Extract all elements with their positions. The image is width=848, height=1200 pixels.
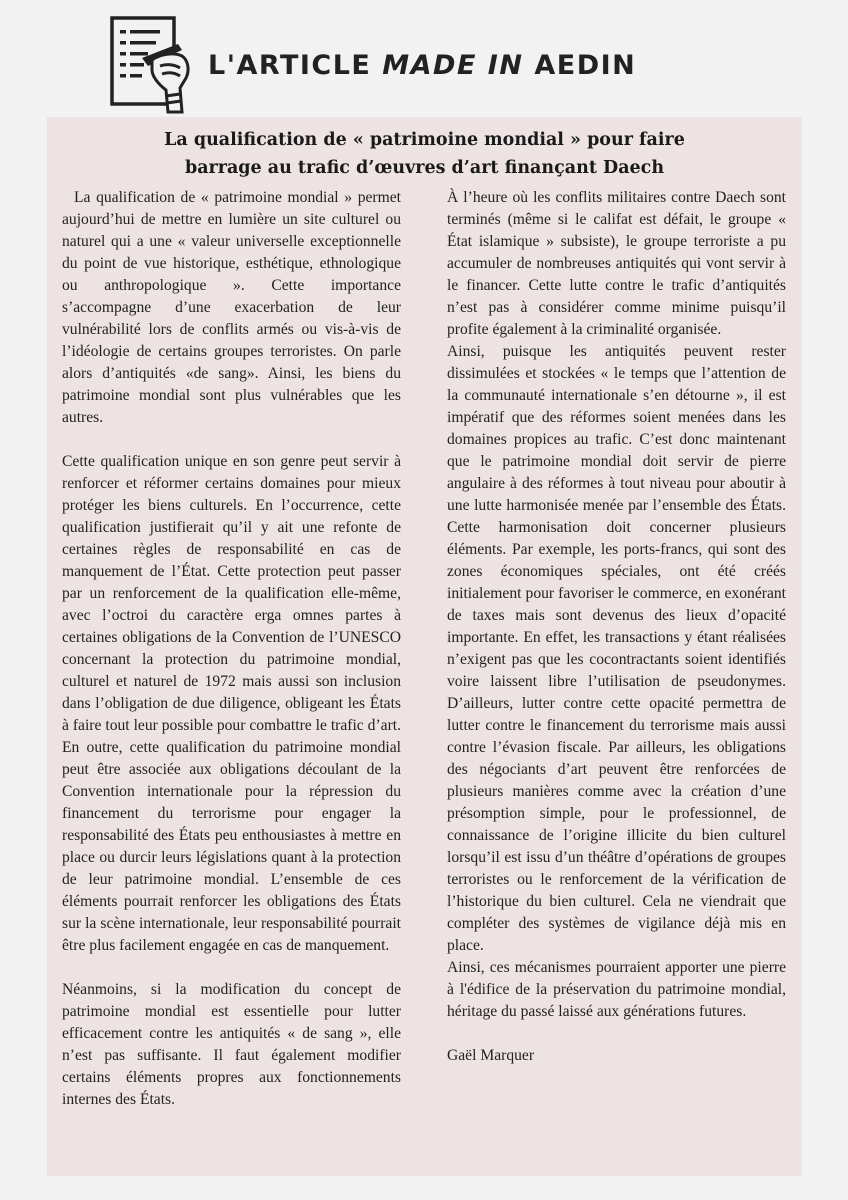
author-signature: Gaël Marquer bbox=[447, 1047, 535, 1064]
paragraph: À l’heure où les conflits militaires contre Daech sont terminés (même si le califat est défait, le groupe « État islamique » subsiste), le groupe terroriste a pu accumuler de nombreuses antiquités qui vont servir à le financer. Cette lutte contre le trafic d’antiquités n’est pas à considérer comme minime puisqu’il profite également à la criminalité organisée. bbox=[447, 189, 786, 338]
article-panel bbox=[47, 117, 802, 1176]
paragraph: Néanmoins, si la modification du concept de patrimoine mondial est essentielle pour lutter efficacement contre les antiquités « de sang », elle n’est pas suffisante. Il faut également modifier certains éléments propres aux fonctionnements internes des États. bbox=[62, 981, 401, 1108]
page-header bbox=[108, 14, 637, 114]
article-left-column bbox=[62, 187, 401, 1111]
article-title-line-2: barrage au trafic d’œuvres d’art finançant Daech bbox=[184, 158, 665, 178]
paragraph: La qualification de « patrimoine mondial » permet aujourd’hui de mettre en lumière un site culturel ou naturel qui a une « valeur universelle exceptionnelle du point de vue historique, esthétique, ethnologique ou anthropologique ». Cette importance s’accompagne d’une exacerbation de leur vulnérabilité lors de conflits armés ou vis-à-vis de l’idéologie de certains groupes terroristes. On parle alors d’antiquités «de sang». Ainsi, les biens du patrimoine mondial sont plus vulnérables que les autres. bbox=[62, 189, 401, 426]
document-hand-icon bbox=[108, 14, 200, 114]
paragraph: Ainsi, ces mécanismes pourraient apporter une pierre à l'édifice de la préservation du patrimoine mondial, héritage du passé laissé aux générations futures. bbox=[447, 959, 786, 1020]
site-brand bbox=[208, 50, 636, 81]
article-title-line-1: La qualification de « patrimoine mondial » pour faire bbox=[164, 130, 685, 150]
paragraph: Ainsi, puisque les antiquités peuvent rester dissimulées et stockées « le temps que l’attention de la communauté internationale s’en détourne », il est impératif que des réformes soient menées dans les domaines propices au trafic. C’est donc maintenant que le patrimoine mondial doit servir de pierre angulaire à des réformes à tout niveau pour aboutir à une lutte harmonisée menée par l’ensemble des États. Cette harmonisation doit concerner plusieurs éléments. Par exemple, les ports-francs, qui sont des zones économiques spéciales, ont été créés initialement pour favoriser le commerce, en exonérant de taxes mais sont devenus des lieux d’opacité importante. En effet, les transactions y étant réalisées n’exigent pas que les cocontractants soient identifiés voire laissent libre l’utilisation de pseudonymes. D’ailleurs, lutter contre cette opacité permettra de lutter contre le financement du terrorisme mais aussi contre l’évasion fiscale. Par ailleurs, les obligations des négociants d’art peuvent être renforcées de plusieurs manières comme avec la création d’une présomption simple, pour le professionnel, de connaissance de l’origine illicite du bien culturel lorsqu’il est issu d’un théâtre d’opérations de groupes terroristes ou le renforcement de la vérification de l’historique du bien culturel. Cela ne viendrait que compléter des systèmes de vigilance déjà mis en place. bbox=[447, 343, 786, 954]
paragraph: Cette qualification unique en son genre peut servir à renforcer et réformer certains domaines pour mieux protéger les biens culturels. En l’occurrence, cette qualification justifierait qu’il y ait une refonte de certaines règles de responsabilité en cas de manquement de l’État. Cette protection peut passer par un renforcement de la qualification elle-même, avec l’octroi du caractère erga omnes partes à certaines obligations de la Convention de l’UNESCO concernant la protection du patrimoine mondial, culturel et naturel de 1972 mais aussi son inclusion dans l’obligation de due diligence, obligeant les États à faire tout leur possible pour combattre le trafic d’art. En outre, cette qualification du patrimoine mondial peut être associée aux obligations découlant de la Convention internationale pour la répression du financement du terrorisme pour engager la responsabilité des États peu enthousiastes à mettre en place ou durcir leurs législations quant à la protection de leur patrimoine mondial. L’ensemble de ces éléments pourrait renforcer les obligations des États sur la scène internationale, leur responsabilité pourrait être plus facilement engagée en cas de manquement. bbox=[62, 453, 401, 954]
brand-made-in: MADE IN bbox=[382, 50, 524, 81]
article-title bbox=[47, 126, 802, 182]
brand-part-2: AEDIN bbox=[523, 50, 637, 81]
article-right-column bbox=[447, 187, 786, 1067]
brand-part-1: L'ARTICLE bbox=[208, 50, 383, 81]
